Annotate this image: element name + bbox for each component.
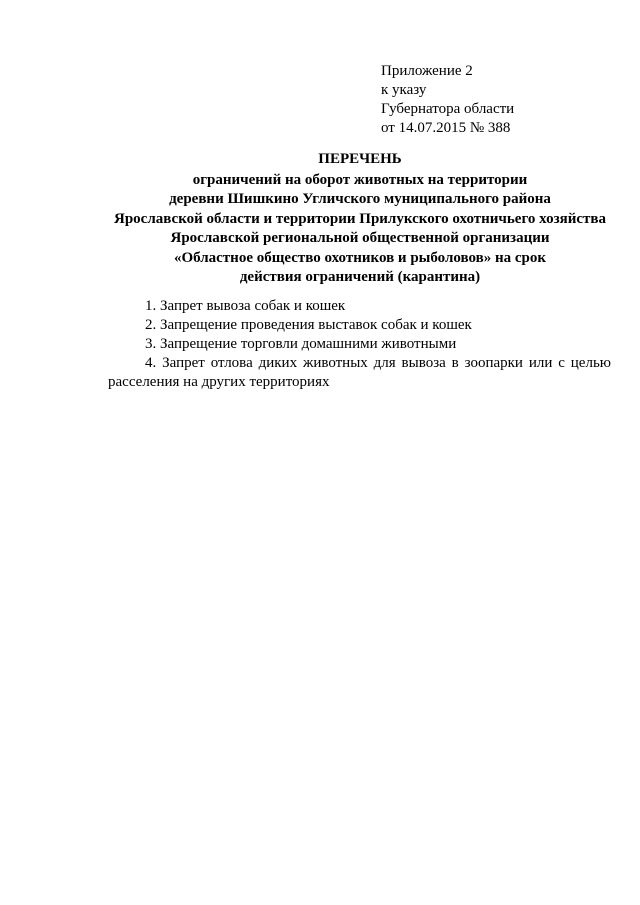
heading-line: ограничений на оборот животных на территории	[192, 171, 528, 188]
document-title: ПЕРЕЧЕНЬ	[318, 151, 402, 167]
appendix-number: Приложение 2	[381, 63, 473, 79]
restrictions-list	[108, 297, 611, 392]
appendix-decree-ref: к указу	[381, 82, 427, 98]
list-item: 4. Запрет отлова диких животных для вывоза в зоопарки или с целью расселения на других территориях	[108, 355, 611, 390]
list-item: 2. Запрещение проведения выставок собак и кошек	[145, 317, 472, 333]
heading-line: Ярославской региональной общественной организации	[170, 230, 550, 246]
heading-line: деревни Шишкино Угличского муниципального района	[169, 191, 551, 207]
heading-line: Ярославской области и территории Прилукского охотничьего хозяйства	[114, 210, 606, 227]
list-item: 3. Запрещение торговли домашними животными	[145, 336, 457, 352]
heading-line: «Областное общество охотников и рыболовов» на срок	[173, 249, 547, 266]
document-heading	[60, 150, 640, 288]
appendix-date-number: от 14.07.2015 № 388	[381, 120, 511, 136]
list-item: 1. Запрет вывоза собак и кошек	[145, 298, 346, 314]
appendix-reference	[381, 62, 514, 138]
heading-line: действия ограничений (карантина)	[239, 269, 481, 285]
appendix-issuer: Губернатора области	[381, 101, 515, 117]
